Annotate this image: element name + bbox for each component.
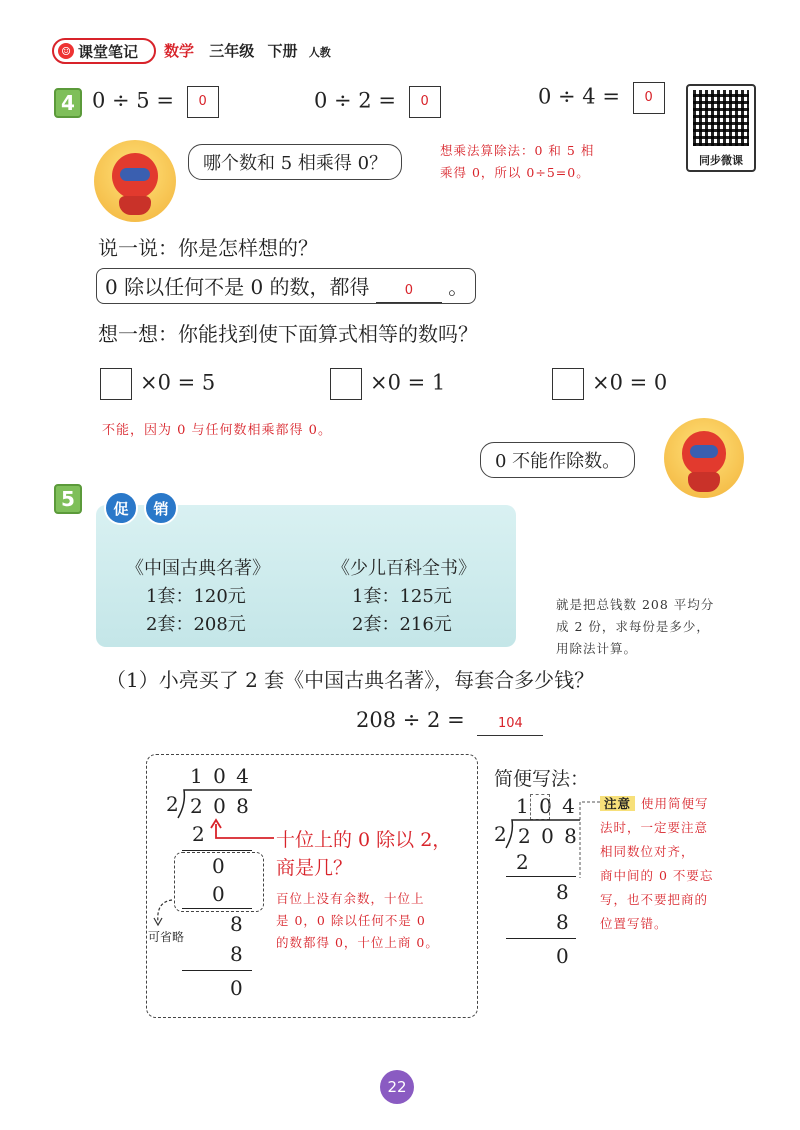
short-divisor: 2 (494, 822, 507, 846)
attention-line-2: 法时，一定要注意 (600, 820, 709, 835)
main-equation (356, 708, 543, 736)
answer-box-2[interactable]: 0 (409, 86, 441, 118)
series-logo (52, 38, 156, 64)
section-5-badge: 5 (54, 484, 82, 514)
box-equation-1 (100, 368, 215, 400)
section-4-badge: 4 (54, 88, 82, 118)
note-cannot: 不能，因为 0 与任何数相乘都得 0。 (102, 423, 332, 438)
box-equation-3-text: ×0 = 0 (592, 370, 668, 395)
main-equation-answer[interactable]: 104 (477, 713, 543, 736)
book-2-title: 《少儿百科全书》 (332, 558, 476, 579)
long-divisor: 2 (166, 792, 179, 816)
rule-box (96, 268, 476, 304)
promo-panel (96, 499, 516, 647)
attention-line-6: 位置写错。 (600, 916, 668, 931)
note-4-line-1: 百位上没有余数，十位上 (276, 891, 425, 906)
box-equation-2 (330, 368, 445, 400)
note-3-line-1: 就是把总钱数 208 平均分 (556, 597, 715, 612)
main-equation-text: 208 ÷ 2 = (356, 708, 465, 732)
short-step-2: 8 (556, 880, 569, 904)
note-multiplication (440, 140, 594, 184)
equation-3-text: 0 ÷ 4 = (538, 84, 620, 109)
book-1 (126, 555, 270, 639)
blank-box-2[interactable] (330, 368, 362, 400)
page-number: 22 (380, 1070, 414, 1104)
say-label: 说一说：你是怎样想的？ (98, 236, 318, 260)
omit-arrow-icon (152, 898, 176, 928)
qr-pattern-icon (693, 90, 749, 146)
robot-avatar-1 (94, 140, 176, 222)
blank-box-3[interactable] (552, 368, 584, 400)
short-step-3: 8 (556, 910, 569, 934)
answer-box-3[interactable]: 0 (633, 82, 665, 114)
rule-end: 。 (448, 275, 469, 299)
note-3-line-2: 成 2 份，求每份是多少， (556, 619, 710, 634)
answer-box-1[interactable]: 0 (187, 86, 219, 118)
short-step-1: 2 (516, 850, 529, 874)
note-1-line-2: 乘得 0，所以 0÷5=0。 (440, 165, 590, 180)
attention-line-1: 使用简便写 (641, 796, 709, 811)
attention-line-5: 写，也不要把商的 (600, 892, 709, 907)
note-average (556, 594, 714, 660)
note-4-line-2: 是 0，0 除以任何不是 0 (276, 913, 426, 928)
rule-text: 0 除以任何不是 0 的数，都得 (105, 275, 370, 299)
box-equation-1-text: ×0 = 5 (140, 370, 216, 395)
grade: 三年级 (209, 42, 255, 60)
box-equation-2-text: ×0 = 1 (370, 370, 446, 395)
attention-note (600, 792, 713, 936)
simple-method-label: 简便写法： (494, 768, 590, 790)
equation-1 (92, 86, 219, 118)
short-quotient: 1 0 4 (516, 794, 577, 818)
note-4-line-3: 的数都得 0，十位上商 0。 (276, 935, 439, 950)
long-quotient: 1 0 4 (190, 764, 251, 788)
rule-answer[interactable]: 0 (376, 280, 442, 303)
short-step-4: 0 (556, 944, 569, 968)
omit-label: 可省略 (148, 930, 185, 944)
qr-label: 同步微课 (699, 154, 743, 167)
volume: 下册 (267, 42, 298, 60)
promo-tag-2: 销 (144, 491, 178, 525)
blank-box-1[interactable] (100, 368, 132, 400)
equation-2-text: 0 ÷ 2 = (314, 88, 396, 113)
long-rule-2 (182, 908, 252, 909)
callout-arrow-icon (208, 818, 278, 854)
series-title: 课堂笔记 (78, 42, 139, 61)
book-1-title: 《中国古典名著》 (126, 558, 270, 579)
subject: 数学 (164, 42, 195, 60)
callout-line-2: 商是几？ (276, 857, 353, 879)
speech-bubble-1: 哪个数和 5 相乘得 0？ (188, 144, 402, 180)
long-step-1: 2 (192, 822, 205, 846)
promo-tag-1: 促 (104, 491, 138, 525)
robot-avatar-2 (664, 418, 744, 498)
callout-line-1: 十位上的 0 除以 2， (276, 829, 452, 851)
equation-2 (314, 86, 441, 118)
publisher: 人教 (308, 46, 331, 59)
long-rule-3 (182, 970, 252, 971)
short-dividend: 2 0 8 (518, 824, 579, 848)
qr-code[interactable] (686, 84, 756, 172)
book-1-price-2: 2套：208元 (146, 614, 246, 635)
note-1-line-1: 想乘法算除法：0 和 5 相 (440, 143, 595, 158)
note-3-line-3: 用除法计算。 (556, 641, 638, 656)
question-1: （1）小亮买了 2 套《中国古典名著》，每套合多少钱？ (106, 668, 595, 692)
equation-3 (538, 82, 665, 114)
long-dividend: 2 0 8 (190, 794, 251, 818)
long-step-6: 0 (230, 976, 243, 1000)
short-rule-1 (506, 876, 576, 877)
smile-icon: ☺ (58, 43, 74, 59)
short-rule-2 (506, 938, 576, 939)
speech-bubble-2: 0 不能作除数。 (480, 442, 635, 478)
book-2-price-2: 2套：216元 (352, 614, 452, 635)
long-step-3: 0 (212, 882, 225, 906)
attention-line-4: 商中间的 0 不要忘 (600, 868, 714, 883)
attention-tag: 注意 (600, 796, 635, 811)
book-1-price-1: 1套：120元 (146, 586, 246, 607)
note-tens (276, 888, 439, 954)
quotient-zero-highlight (530, 794, 550, 820)
long-step-5: 8 (230, 942, 243, 966)
callout-question (276, 826, 451, 882)
book-2 (332, 555, 476, 639)
book-info (164, 40, 331, 61)
book-2-price-1: 1套：125元 (352, 586, 452, 607)
think-label: 想一想：你能找到使下面算式相等的数吗？ (98, 322, 478, 346)
equation-1-text: 0 ÷ 5 = (92, 88, 174, 113)
long-step-2: 0 (212, 854, 225, 878)
long-step-4: 8 (230, 912, 243, 936)
box-equation-3 (552, 368, 667, 400)
attention-line-3: 相同数位对齐， (600, 844, 695, 859)
